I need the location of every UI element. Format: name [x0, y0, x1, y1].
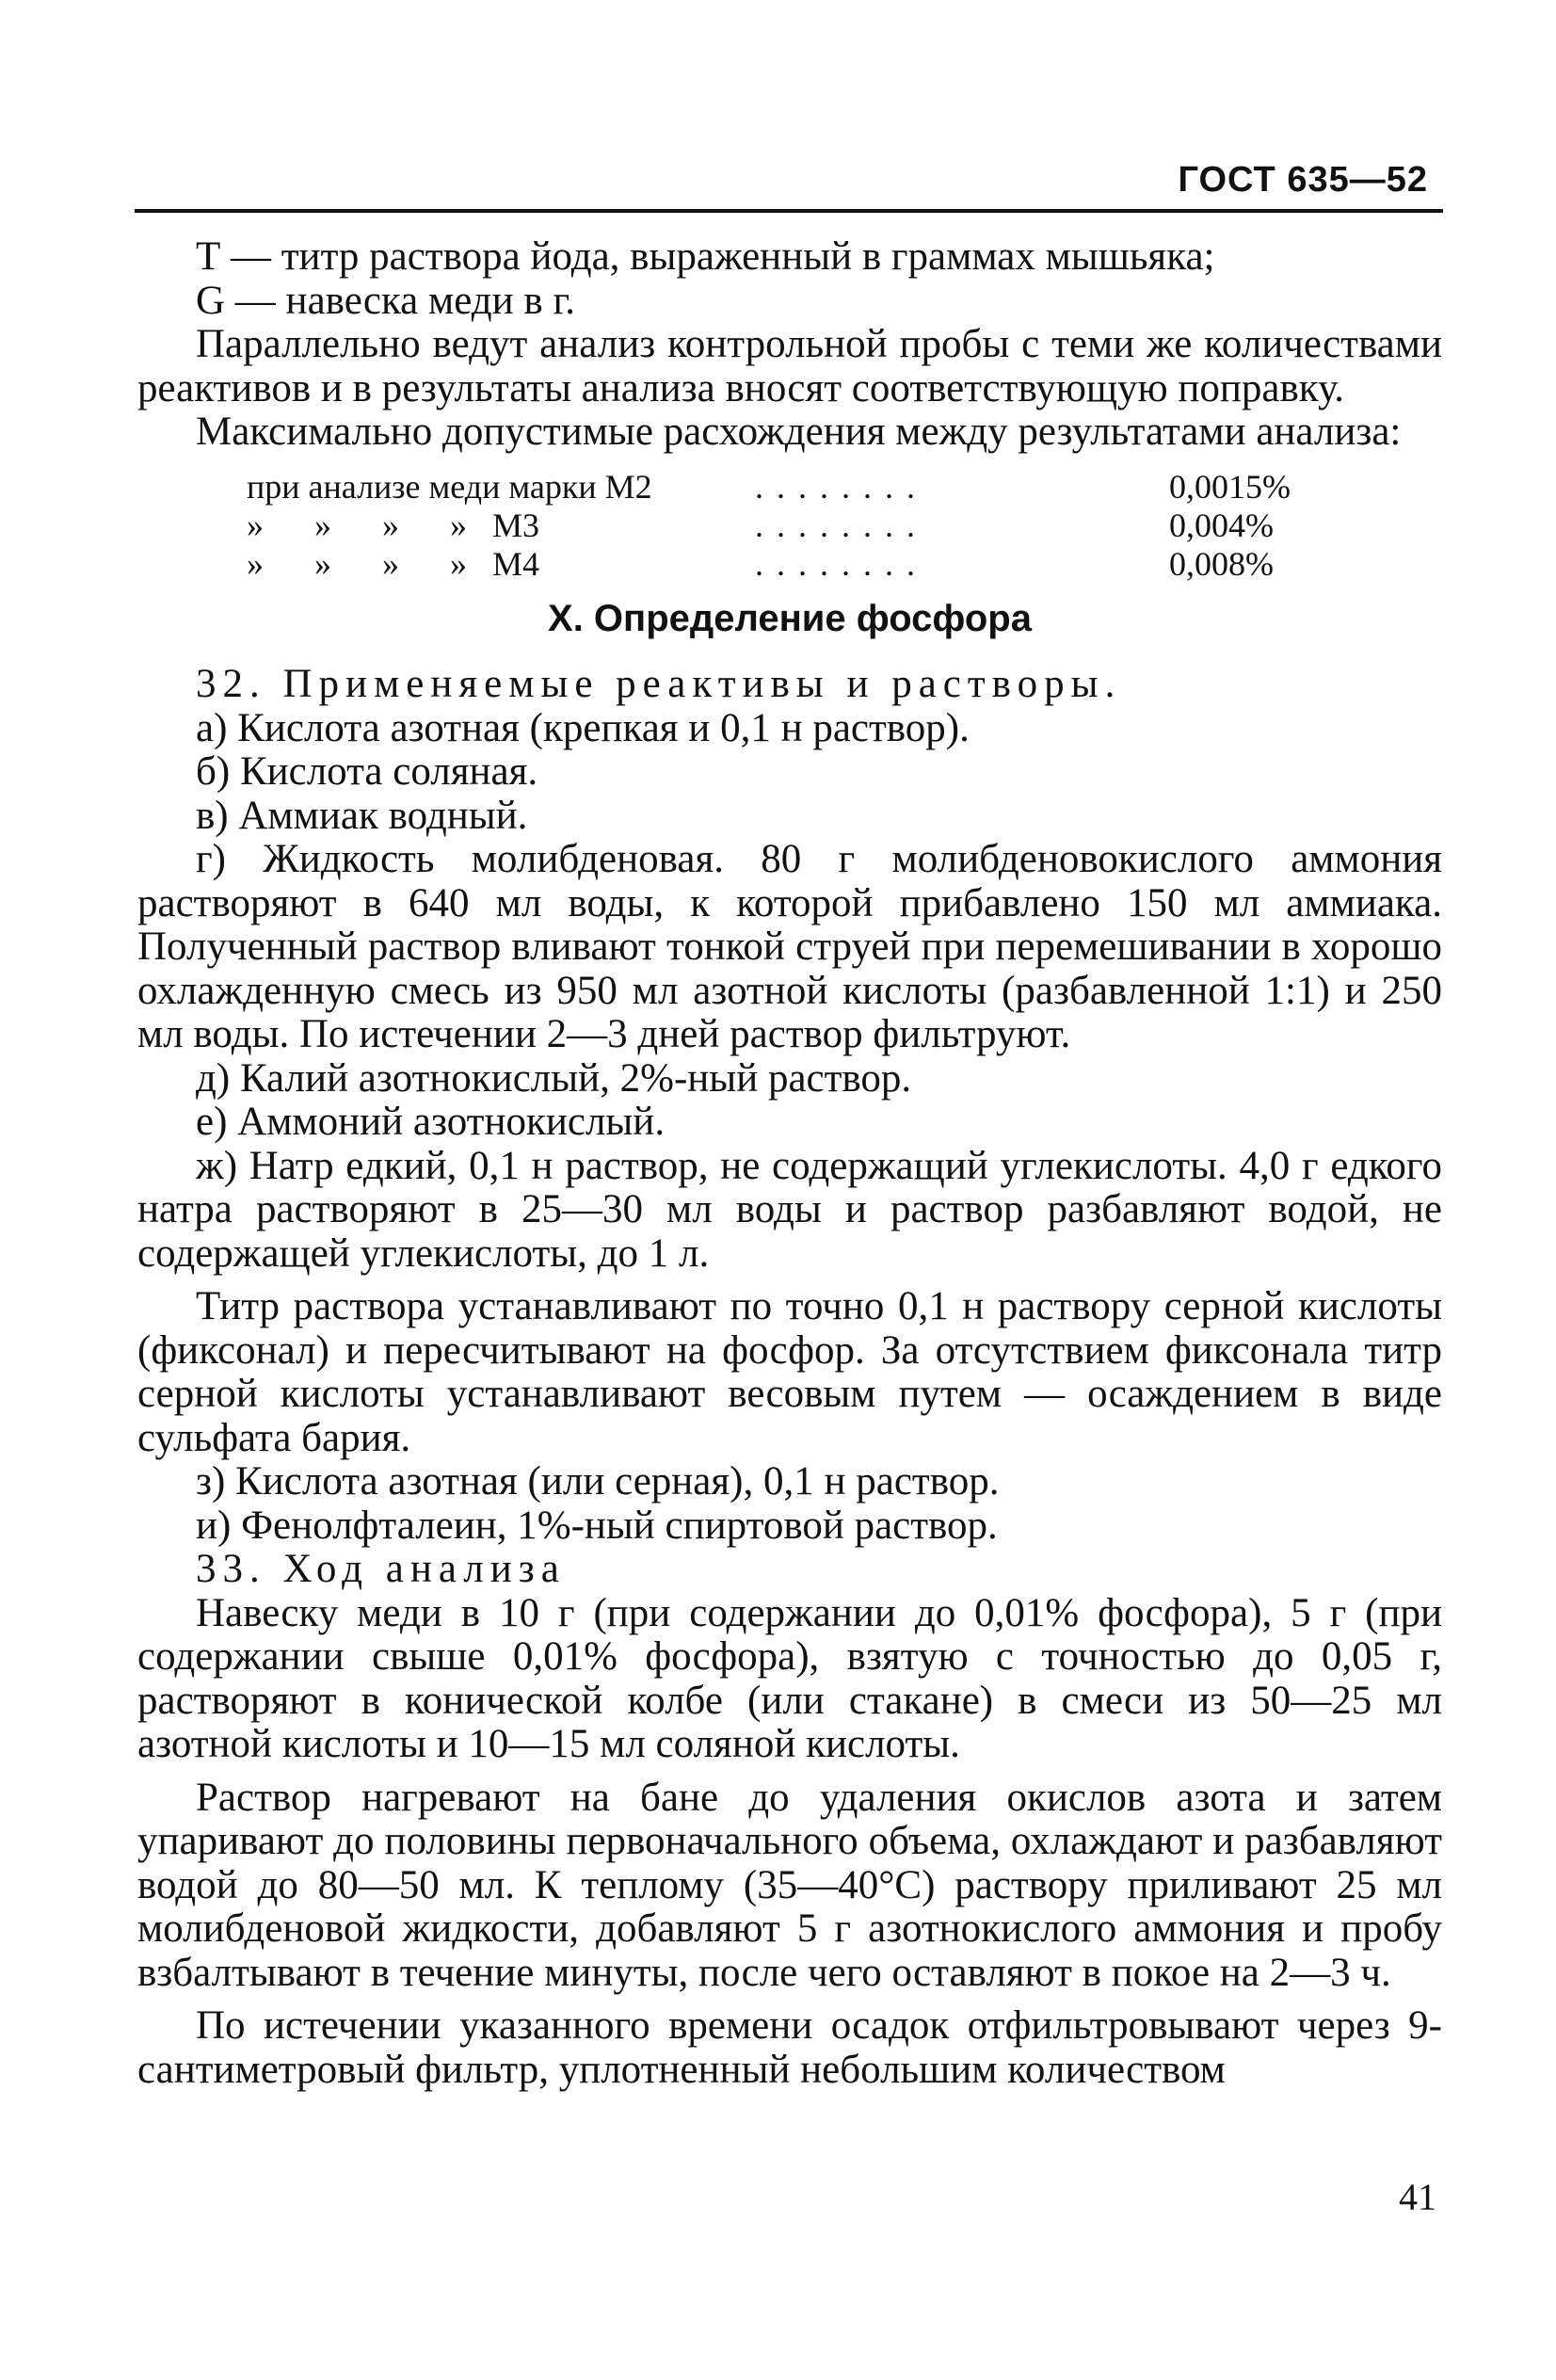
header-rule [135, 209, 1443, 213]
definition-g: G — навеска меди в г. [196, 278, 575, 323]
limits-dots: ........ [755, 506, 928, 544]
limits-label: » » » » М3 [247, 506, 540, 544]
section-title: X. Определение фосфора [548, 597, 1032, 639]
reagent-item: ж) Натр едкий, 0,1 н раствор, не содержащий углекислоты. 4,0 г едкого натра растворяют в 25—30 мл воды и раствор разбавляют водой, не содержащей углекислоты, до 1 л. [137, 1143, 1442, 1276]
limits-value: 0,008% [1169, 544, 1274, 583]
analysis-paragraph: Раствор нагревают на бане до удаления окислов азота и затем упаривают до половины первоначального объема, охлаждают и разбавляют водой до 80—50 мл. К теплому (35—40°C) раствору приливают 25 мл молибденовой жидкости, добавляют 5 г азотнокислого аммония и пробу взбалтывают в течение минуты, после чего оставляют в покое на 2—3 ч. [137, 1775, 1442, 1995]
reagent-item: з) Кислота азотная (или серная), 0,1 н раствор. [196, 1459, 1000, 1504]
standard-code-header: ГОСТ 635—52 [1178, 160, 1428, 200]
limits-row [247, 468, 1442, 507]
limits-table [247, 468, 1442, 584]
limits-value: 0,0015% [1169, 467, 1291, 506]
limits-row [247, 545, 1442, 584]
reagents-heading: 32. Применяемые реактивы и растворы. [196, 662, 1122, 706]
limits-dots: ........ [755, 467, 928, 506]
titer-paragraph: Титр раствора устанавливают по точно 0,1 н раствору серной кислоты (фиксонал) и пересчитывают на фосфор. За отсутствием фиксонала титр серной кислоты устанавливают весовым путем — осаждением в виде сульфата бария. [137, 1284, 1442, 1460]
reagent-item: и) Фенолфталеин, 1%-ный спиртовой раствор. [196, 1503, 998, 1548]
reagent-item: д) Калий азотнокислый, 2%-ный раствор. [196, 1055, 912, 1101]
limits-dots: ........ [755, 544, 928, 583]
reagent-item: б) Кислота соляная. [196, 749, 538, 794]
limits-value: 0,004% [1169, 506, 1274, 544]
limits-row [247, 507, 1442, 545]
page-number: 41 [1399, 2176, 1436, 2218]
analysis-paragraph: Навеску меди в 10 г (при содержании до 0,01% фосфора), 5 г (при содержании свыше 0,01% фосфора), взятую с точностью до 0,05 г, растворяют в конической колбе (или стакане) в смеси из 50—25 мл азотной кислоты и 10—15 мл соляной кислоты. [137, 1590, 1442, 1766]
page-body [137, 235, 1442, 2092]
limits-label: при анализе меди марки М2 [247, 467, 652, 506]
reagent-item: в) Аммиак водный. [196, 793, 528, 838]
reagent-item: а) Кислота азотная (крепкая и 0,1 н раствор). [196, 705, 970, 750]
limits-label: » » » » М4 [247, 544, 540, 583]
analysis-heading: 33. Ход анализа [196, 1547, 566, 1591]
reagent-item: е) Аммоний азотнокислый. [196, 1100, 666, 1144]
analysis-paragraph: По истечении указанного времени осадок отфильтровывают через 9-сантиметровый фильтр, уплотненный небольшим количеством [137, 2003, 1442, 2092]
paragraph-max-discrepancy: Максимально допустимые расхождения между результатами анализа: [196, 410, 1402, 454]
definition-t: Т — титр раствора йода, выраженный в граммах мышьяка; [196, 234, 1215, 279]
reagent-item: г) Жидкость молибденовая. 80 г молибденовокислого аммония растворяют в 640 мл воды, к которой прибавлено 150 мл аммиака. Полученный раствор вливают тонкой струей при перемешивании в хорошо охлажденную смесь из 950 мл азотной кислоты (разбавленной 1:1) и 250 мл воды. По истечении 2—3 дней раствор фильтруют. [137, 837, 1442, 1056]
paragraph-control-sample: Параллельно ведут анализ контрольной пробы с теми же количествами реактивов и в результаты анализа вносят соответствующую поправку. [137, 322, 1442, 410]
